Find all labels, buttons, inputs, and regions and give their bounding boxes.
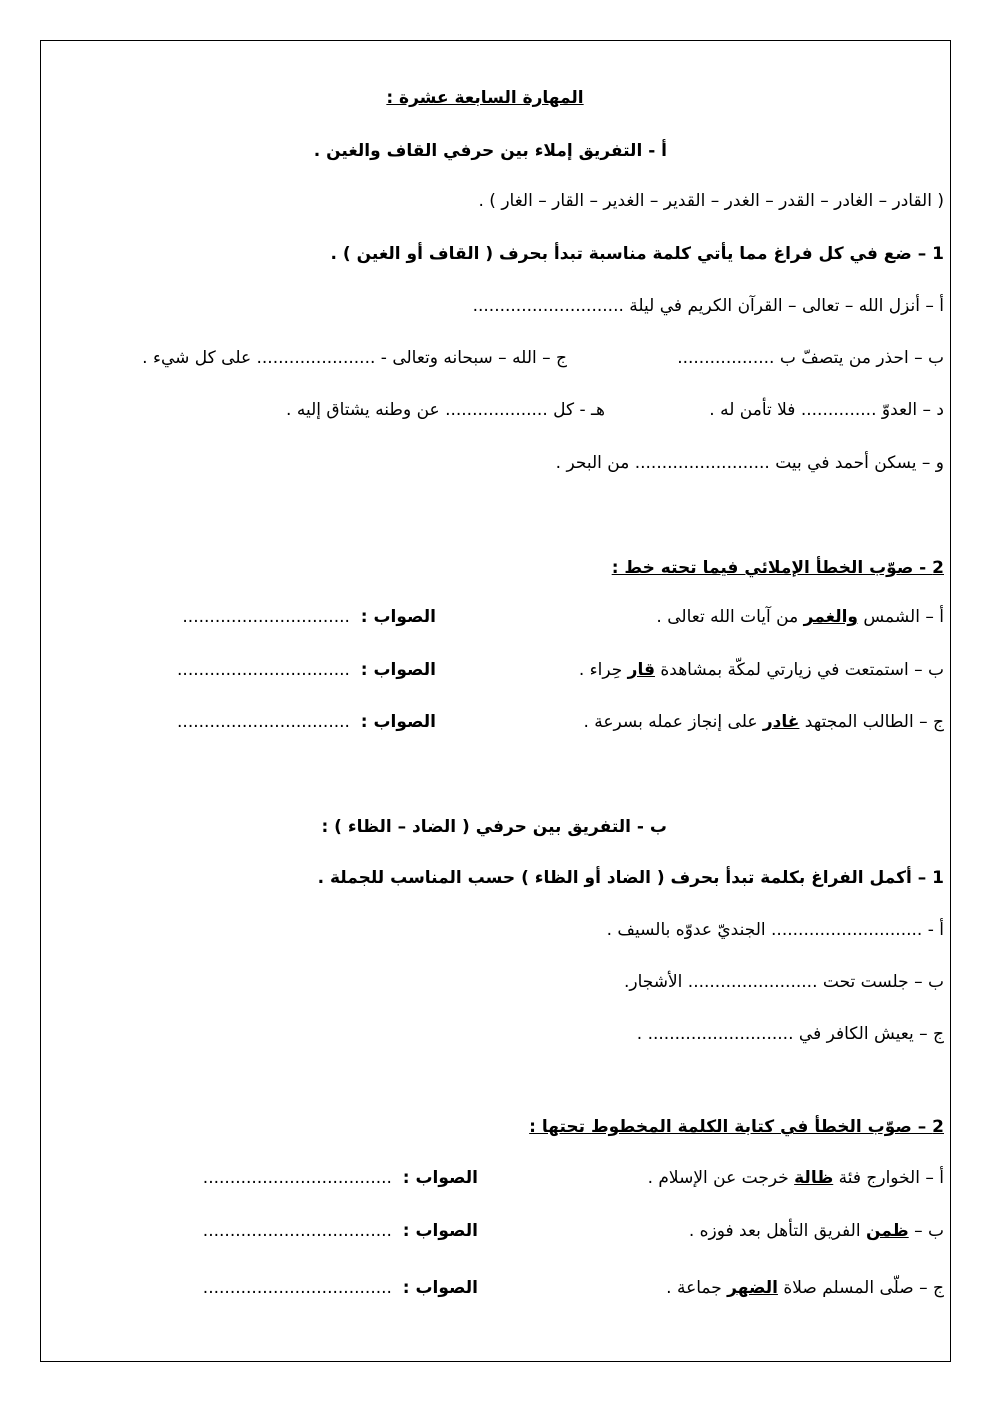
- part-a-q1-line-a: أ – أنزل الله – تعالى – القرآن الكريم في ليلة ............................: [472, 296, 944, 316]
- part-a-q1-heading: 1 – ضع في كل فراغ مما يأتي كلمة مناسبة تبدأ بحرف ( القاف أو الغين ) .: [330, 244, 944, 264]
- part-a-q1-line-b: ب – احذر من يتصفّ ب ..................: [677, 348, 944, 368]
- part-a-q1-line-c: ج – الله – سبحانه وتعالى - ...................... على كل شيء .: [142, 348, 567, 368]
- underlined-word: غادر: [762, 712, 800, 732]
- answer-label: الصواب :: [402, 1221, 478, 1241]
- part-b-heading: ب - التفريق بين حرفي ( الضاد – الظاء ) :: [321, 817, 667, 837]
- part-a-q2-item-c: ج – الطالب المجتهد غادر على إنجاز عمله بسرعة .: [583, 712, 944, 732]
- answer-blank: ...................................: [202, 1168, 392, 1188]
- part-a-q2-heading: 2 - صوّب الخطأ الإملائي فيما تحته خط :: [611, 558, 944, 578]
- part-b-q2-item-a: أ – الخوارج فئة ظالة خرجت عن الإسلام .: [647, 1168, 944, 1188]
- word-bank: ( القادر – الغادر – القدر – الغدر – القدير – الغدير – القار – الغار ) .: [478, 191, 944, 211]
- part-b-q2-item-c: ج – صلّى المسلم صلاة الضهر جماعة .: [666, 1278, 944, 1298]
- answer-label: الصواب :: [402, 1278, 478, 1298]
- underlined-word: والغمر: [803, 607, 858, 627]
- part-a-q2-item-b: ب – استمتعت في زيارتي لمكّة بمشاهدة قار حِراء .: [578, 660, 944, 680]
- answer-row: [203, 1166, 478, 1190]
- answer-blank: ...................................: [202, 1278, 392, 1298]
- answer-label: الصواب :: [402, 1168, 478, 1188]
- part-a-q2-item-a: أ – الشمس والغمر من آيات الله تعالى .: [656, 607, 944, 627]
- part-b-q1-line-b: ب – جلست تحت ........................ الأشجار.: [623, 972, 944, 992]
- answer-blank: ................................: [177, 660, 350, 680]
- part-a-q1-line-d: د – العدوّ .............. فلا تأمن له .: [709, 400, 944, 420]
- underlined-word: الضهر: [727, 1278, 778, 1298]
- part-b-q1-line-a: أ - ............................ الجنديّ عدوّه بالسيف .: [606, 920, 944, 940]
- underlined-word: ظالة: [794, 1168, 834, 1188]
- answer-blank: ................................: [177, 712, 350, 732]
- page-title: المهارة السابعة عشرة :: [386, 88, 584, 108]
- underlined-word: قار: [627, 660, 655, 680]
- answer-label: الصواب :: [360, 607, 436, 627]
- answer-row: [203, 1276, 478, 1300]
- part-a-heading: أ - التفريق إملاء بين حرفي القاف والغين .: [313, 141, 667, 161]
- part-b-q1-heading: 1 – أكمل الفراغ بكلمة تبدأ بحرف ( الضاد أو الظاء ) حسب المناسب للجملة .: [317, 868, 944, 888]
- page-border: [40, 40, 951, 1362]
- answer-blank: ...............................: [182, 607, 350, 627]
- answer-label: الصواب :: [360, 660, 436, 680]
- part-a-q1-line-f: و – يسكن أحمد في بيت ......................... من البحر .: [555, 453, 944, 473]
- answer-row: [203, 1219, 478, 1243]
- answer-row: [177, 658, 436, 682]
- part-a-q1-line-e: هـ - كل ................... عن وطنه يشتاق إليه .: [286, 400, 605, 420]
- answer-row: [182, 605, 436, 629]
- answer-blank: ...................................: [202, 1221, 392, 1241]
- part-b-q2-heading: 2 – صوّب الخطأ في كتابة الكلمة المخطوط تحتها :: [529, 1117, 944, 1137]
- part-b-q1-line-c: ج – يعيش الكافر في ........................... .: [636, 1024, 944, 1044]
- answer-row: [177, 710, 436, 734]
- answer-label: الصواب :: [360, 712, 436, 732]
- underlined-word: ظمن: [865, 1221, 909, 1241]
- part-b-q2-item-b: ب – ظمن الفريق التأهل بعد فوزه .: [688, 1221, 944, 1241]
